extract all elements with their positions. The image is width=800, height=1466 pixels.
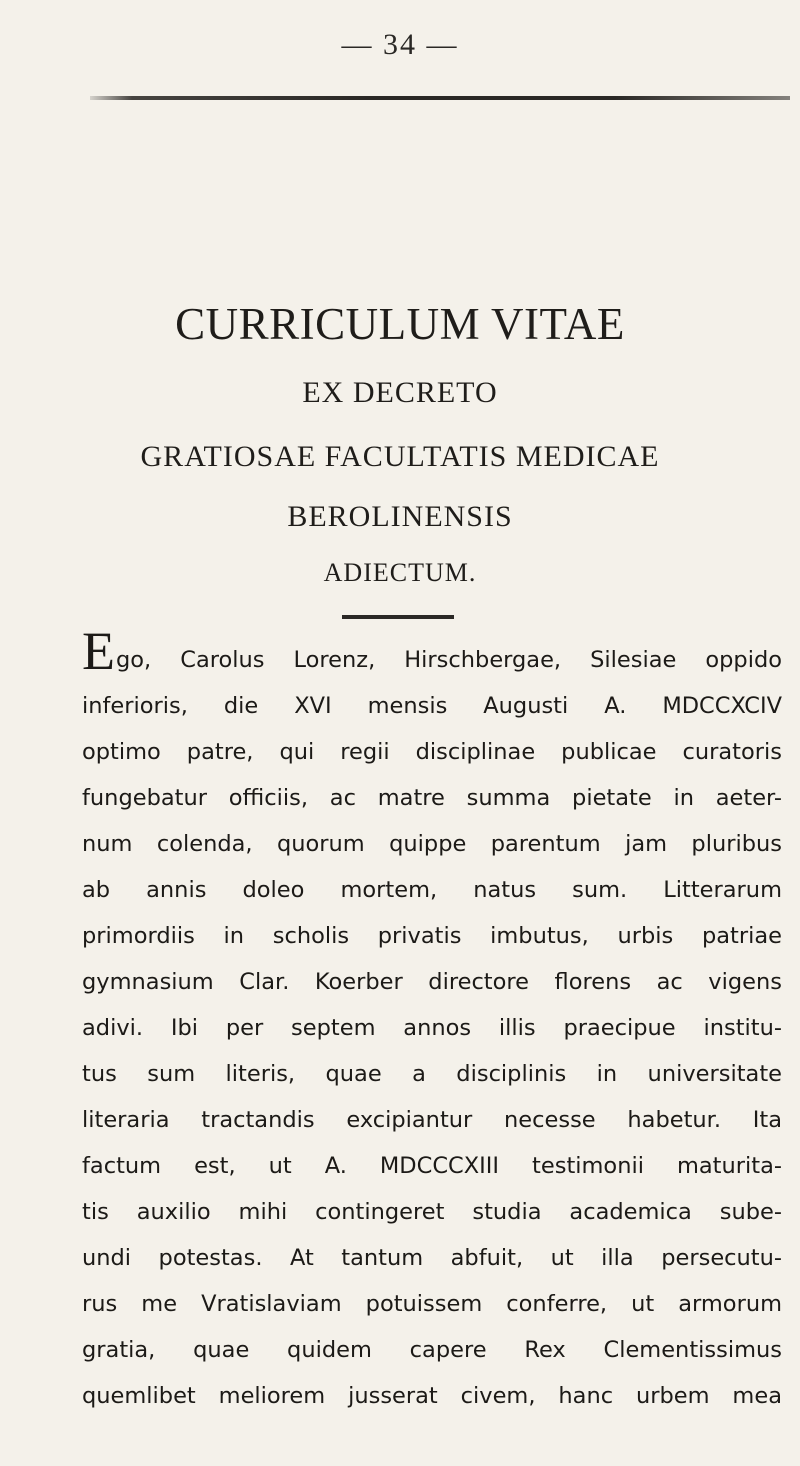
text-line: optimo patre, qui regii disciplinae publicae curatoris [82,739,782,765]
text-line: ab annis doleo mortem, natus sum. Litterarum [82,877,782,903]
text-line: quemlibet meliorem jusserat civem, hanc urbem mea [82,1383,782,1409]
first-line-text: go, Carolus Lorenz, Hirschbergae, Silesiae oppido [116,647,782,673]
text-line: adivi. Ibi per septem annos illis praecipue institu- [82,1015,782,1041]
title-main: CURRICULUM VITAE [175,299,625,349]
text-line [82,621,782,683]
text-line: fungebatur officiis, ac matre summa pietate in aeter- [82,785,782,811]
text-line: undi potestas. At tantum abfuit, ut illa persecutu- [82,1245,782,1271]
section-divider [342,615,454,619]
text-line: tis auxilio mihi contingeret studia academica sube- [82,1199,782,1225]
text-line: literaria tractandis excipiantur necesse habetur. Ita [82,1107,782,1133]
text-line: num colenda, quorum quippe parentum jam pluribus [82,831,782,857]
text-line: factum est, ut A. MDCCCXIII testimonii maturita- [82,1153,782,1179]
text-line: inferioris, die XVI mensis Augusti A. MDCCXCIV [82,693,782,719]
header-rule [90,96,790,100]
title-adiectum: ADIECTUM. [323,558,477,587]
drop-cap: E [82,621,115,681]
title-ex-decreto: EX DECRETO [302,376,498,409]
text-line: rus me Vratislaviam potuissem conferre, ut armorum [82,1291,782,1317]
page-number: — 34 — [341,28,459,61]
title-facultatis: GRATIOSAE FACULTATIS MEDICAE [140,440,660,473]
title-berolinensis: BEROLINENSIS [287,500,513,533]
body-text [82,621,782,1419]
text-line: primordiis in scholis privatis imbutus, urbis patriae [82,923,782,949]
text-line: gymnasium Clar. Koerber directore florens ac vigens [82,969,782,995]
text-line: gratia, quae quidem capere Rex Clementissimus [82,1337,782,1363]
text-line: tus sum literis, quae a disciplinis in universitate [82,1061,782,1087]
